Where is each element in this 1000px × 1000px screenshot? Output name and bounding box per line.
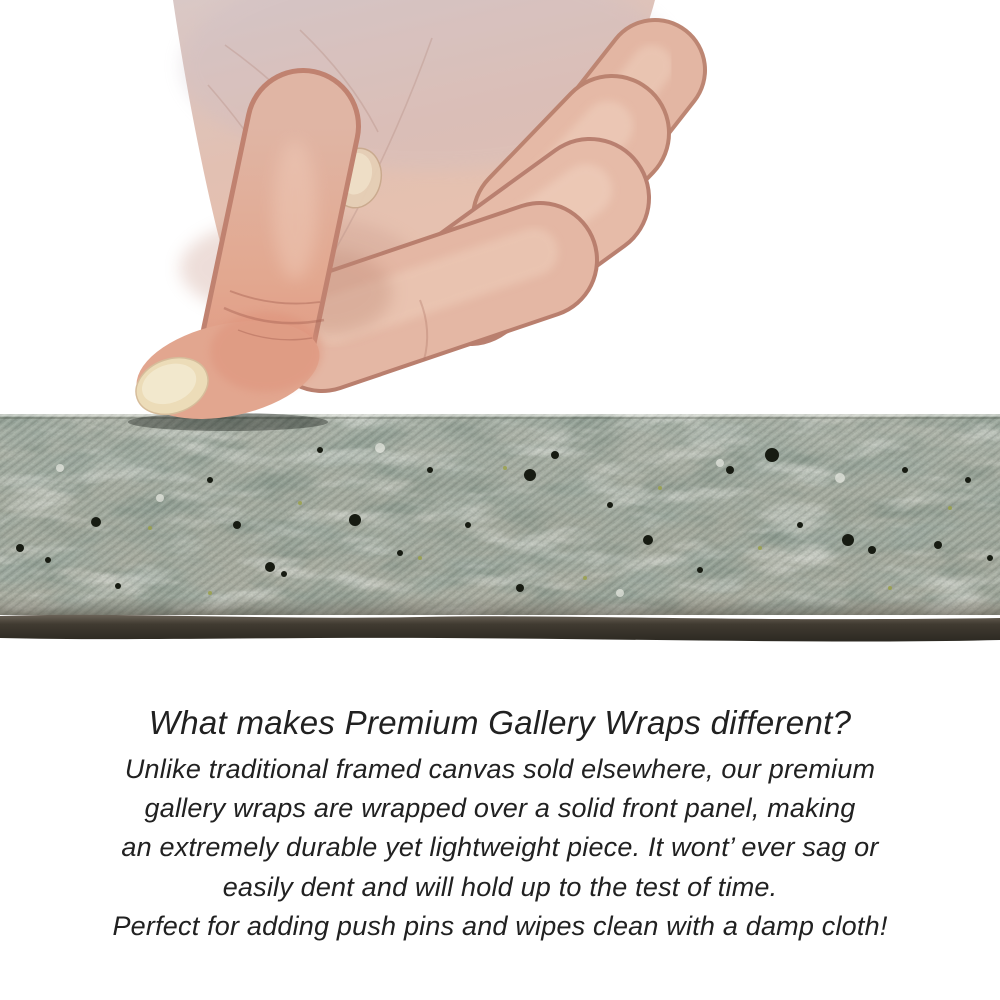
marketing-copy bbox=[0, 701, 1000, 946]
canvas-dark-edge bbox=[0, 615, 1000, 642]
hand-pressing-canvas-photo bbox=[0, 0, 1000, 424]
body-line-1: Unlike traditional framed canvas sold elsewhere, our premium bbox=[124, 754, 876, 784]
body-line-2: gallery wraps are wrapped over a solid front panel, making bbox=[144, 793, 856, 824]
body-line-3: an extremely durable yet lightweight piece. It wont’ ever sag or bbox=[121, 832, 879, 863]
headline: What makes Premium Gallery Wraps different? bbox=[148, 704, 852, 741]
canvas-texture bbox=[0, 414, 1000, 615]
body-line-4: easily dent and will hold up to the test of time. bbox=[222, 871, 778, 902]
canvas-wrap-edge-photo bbox=[0, 408, 1000, 644]
body-line-5: Perfect for adding push pins and wipes clean with a damp cloth! bbox=[112, 910, 888, 941]
canvas-fold-shade bbox=[0, 596, 1000, 615]
